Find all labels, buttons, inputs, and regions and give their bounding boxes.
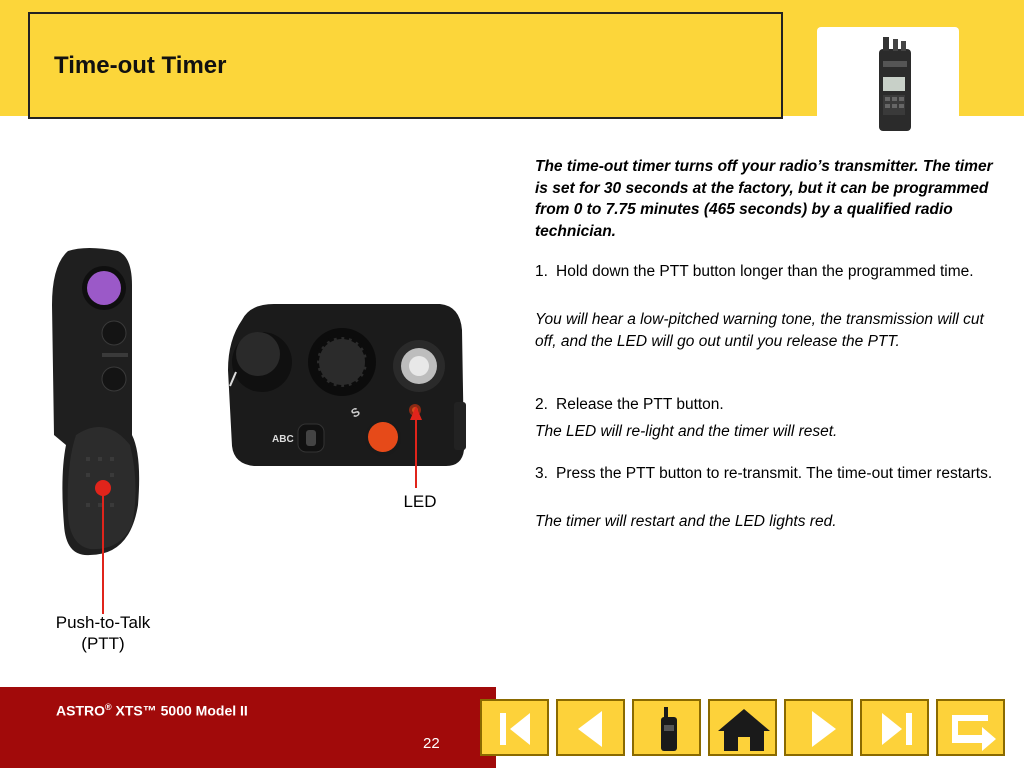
step-1-number: 1. bbox=[535, 263, 548, 280]
step-2 bbox=[535, 394, 1005, 416]
brand-prefix: ASTRO bbox=[56, 702, 105, 719]
led-pointer bbox=[406, 404, 426, 488]
ptt-label bbox=[38, 612, 168, 654]
brand-suffix: XTS™ 5000 Model II bbox=[111, 702, 248, 719]
svg-text:S: S bbox=[348, 404, 363, 421]
radio-top-image bbox=[214, 300, 474, 472]
ptt-label-line2: (PTT) bbox=[81, 634, 125, 653]
step-2-number: 2. bbox=[535, 396, 548, 413]
first-page-button[interactable] bbox=[480, 699, 549, 756]
intro-text: The time-out timer turns off your radio’s transmitter. The timer is set for 30 seconds at the factory, but it can be programmed from 0 to 7.75 minutes (465 seconds) by a qualified radio technician. bbox=[535, 158, 993, 240]
ptt-pointer bbox=[90, 478, 120, 618]
step-3 bbox=[535, 463, 1005, 485]
product-name bbox=[56, 702, 248, 719]
step-3-text: Press the PTT button to re-transmit. The time-out timer restarts. bbox=[556, 465, 993, 482]
return-button[interactable] bbox=[936, 699, 1005, 756]
page-title: Time-out Timer bbox=[54, 52, 227, 79]
home-icon bbox=[710, 701, 779, 758]
step-1 bbox=[535, 261, 1005, 283]
next-page-button[interactable] bbox=[784, 699, 853, 756]
footer-band bbox=[0, 687, 496, 768]
radio-button[interactable] bbox=[632, 699, 701, 756]
page-number: 22 bbox=[423, 735, 440, 752]
step-2-note: The LED will re-light and the timer will reset. bbox=[535, 423, 838, 440]
ptt-label-line1: Push-to-Talk bbox=[55, 613, 151, 632]
step-1-text: Hold down the PTT button longer than the programmed time. bbox=[556, 263, 974, 280]
last-page-button[interactable] bbox=[860, 699, 929, 756]
step-3-note: The timer will restart and the LED lights red. bbox=[535, 513, 837, 530]
first-page-icon bbox=[482, 701, 551, 758]
brand-registered-mark: ® bbox=[105, 702, 112, 712]
step-1-note: You will hear a low-pitched warning tone, the transmission will cut off, and the LED will go out until you release the PTT. bbox=[535, 311, 984, 350]
title-box bbox=[28, 12, 783, 119]
step-2-text: Release the PTT button. bbox=[556, 396, 724, 413]
led-label: LED bbox=[403, 492, 437, 511]
radio-thumbnail bbox=[817, 27, 959, 137]
home-button[interactable] bbox=[708, 699, 777, 756]
last-page-icon bbox=[862, 701, 931, 758]
step-3-number: 3. bbox=[535, 465, 548, 482]
return-icon bbox=[938, 701, 1007, 758]
radio-icon bbox=[634, 701, 703, 758]
radio-thumbnail-image bbox=[817, 27, 959, 137]
next-page-icon bbox=[786, 701, 855, 758]
previous-page-icon bbox=[558, 701, 627, 758]
previous-page-button[interactable] bbox=[556, 699, 625, 756]
abc-switch-label: ABC bbox=[272, 434, 294, 445]
